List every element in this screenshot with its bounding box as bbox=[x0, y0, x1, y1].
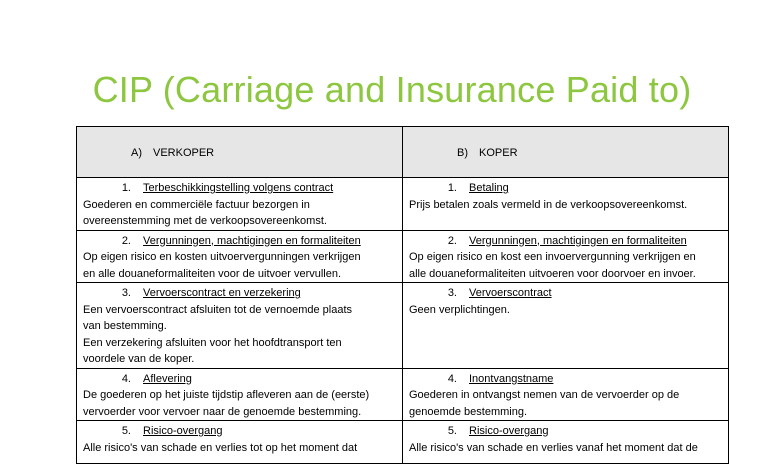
item-text-line: genoemde bestemming. bbox=[409, 405, 528, 418]
seller-cell bbox=[77, 178, 403, 231]
table-row bbox=[77, 178, 729, 231]
item-number: 3. bbox=[121, 287, 131, 299]
item-heading bbox=[409, 285, 722, 302]
header-seller bbox=[77, 127, 403, 178]
item-text-line: en alle douaneformaliteiten voor de uitvoer vervullen. bbox=[83, 267, 342, 280]
item-heading bbox=[83, 285, 396, 302]
seller-cell bbox=[77, 421, 403, 464]
item-heading bbox=[83, 180, 396, 197]
item-title: Inontvangstname bbox=[469, 372, 554, 385]
buyer-cell bbox=[403, 368, 729, 421]
item-heading bbox=[409, 423, 722, 440]
item-title: Vervoerscontract bbox=[469, 287, 552, 299]
item-number: 2. bbox=[447, 234, 457, 247]
item-text-line: Op eigen risico en kost een invoervergunning verkrijgen en bbox=[409, 251, 696, 263]
item-number: 1. bbox=[121, 182, 131, 194]
seller-cell bbox=[77, 368, 403, 421]
item-number: 2. bbox=[121, 234, 131, 247]
item-text-line: Op eigen risico en kosten uitvoervergunningen verkrijgen bbox=[83, 251, 361, 263]
item-text-line: van bestemming. bbox=[83, 320, 167, 332]
item-title: Vergunningen, machtigingen en formaliteiten bbox=[143, 234, 361, 247]
item-text-line: Een verzekering afsluiten voor het hoofdtransport ten bbox=[83, 336, 342, 349]
page-title: CIP (Carriage and Insurance Paid to) bbox=[92, 69, 692, 110]
item-text-line: vervoerder voor vervoer naar de genoemde bestemming. bbox=[83, 405, 362, 418]
header-buyer-label: KOPER bbox=[479, 146, 518, 159]
table-row bbox=[77, 368, 729, 421]
table-row bbox=[77, 230, 729, 283]
item-title: Betaling bbox=[469, 182, 509, 194]
item-heading bbox=[409, 180, 722, 197]
item-number: 5. bbox=[121, 425, 131, 437]
item-heading bbox=[83, 371, 396, 388]
item-text-line: overeenstemming met de verkoopsovereenkomst. bbox=[83, 215, 327, 227]
buyer-cell bbox=[403, 421, 729, 464]
table-row bbox=[77, 421, 729, 464]
item-text-line: Goederen in ontvangst nemen van de vervoerder op de bbox=[409, 389, 680, 401]
item-text-line: alle douaneformaliteiten uitvoeren voor doorvoer en invoer. bbox=[409, 267, 696, 280]
item-title: Terbeschikkingstelling volgens contract bbox=[143, 182, 334, 194]
item-title: Vervoerscontract en verzekering bbox=[143, 287, 301, 299]
item-text-line: Alle risico's van schade en verlies vanaf het moment dat de bbox=[409, 441, 698, 454]
item-heading bbox=[409, 371, 722, 388]
item-text-line: voordele van de koper. bbox=[83, 353, 195, 365]
item-title: Vergunningen, machtigingen en formaliteiten bbox=[469, 234, 687, 247]
item-heading bbox=[83, 423, 396, 440]
obligations-table bbox=[76, 126, 729, 464]
item-number: 3. bbox=[447, 287, 457, 299]
item-heading bbox=[409, 233, 722, 250]
table-header-row bbox=[77, 127, 729, 178]
table-row bbox=[77, 283, 729, 369]
header-buyer bbox=[403, 127, 729, 178]
item-title: Risico-overgang bbox=[143, 425, 223, 437]
buyer-cell bbox=[403, 178, 729, 231]
seller-cell bbox=[77, 230, 403, 283]
item-number: 4. bbox=[121, 372, 131, 385]
item-number: 4. bbox=[447, 372, 457, 385]
item-title: Aflevering bbox=[143, 372, 192, 385]
item-title: Risico-overgang bbox=[469, 425, 549, 437]
item-text-line: Prijs betalen zoals vermeld in de verkoopsovereenkomst. bbox=[409, 198, 688, 211]
seller-cell bbox=[77, 283, 403, 369]
item-number: 1. bbox=[447, 182, 457, 194]
header-buyer-letter: B) bbox=[457, 146, 468, 159]
header-seller-letter: A) bbox=[131, 146, 142, 159]
item-text-line: De goederen op het juiste tijdstip afleveren aan de (eerste) bbox=[83, 389, 370, 401]
item-text-line: Een vervoerscontract afsluiten tot de vernoemde plaats bbox=[83, 303, 353, 316]
header-seller-label: VERKOPER bbox=[153, 146, 215, 159]
buyer-cell bbox=[403, 283, 729, 369]
item-text-line: Alle risico's van schade en verlies tot op het moment dat bbox=[83, 441, 358, 454]
item-heading bbox=[83, 233, 396, 250]
item-text-line: Geen verplichtingen. bbox=[409, 303, 510, 316]
buyer-cell bbox=[403, 230, 729, 283]
item-text-line: Goederen en commerciële factuur bezorgen in bbox=[83, 198, 310, 211]
item-number: 5. bbox=[447, 425, 457, 437]
